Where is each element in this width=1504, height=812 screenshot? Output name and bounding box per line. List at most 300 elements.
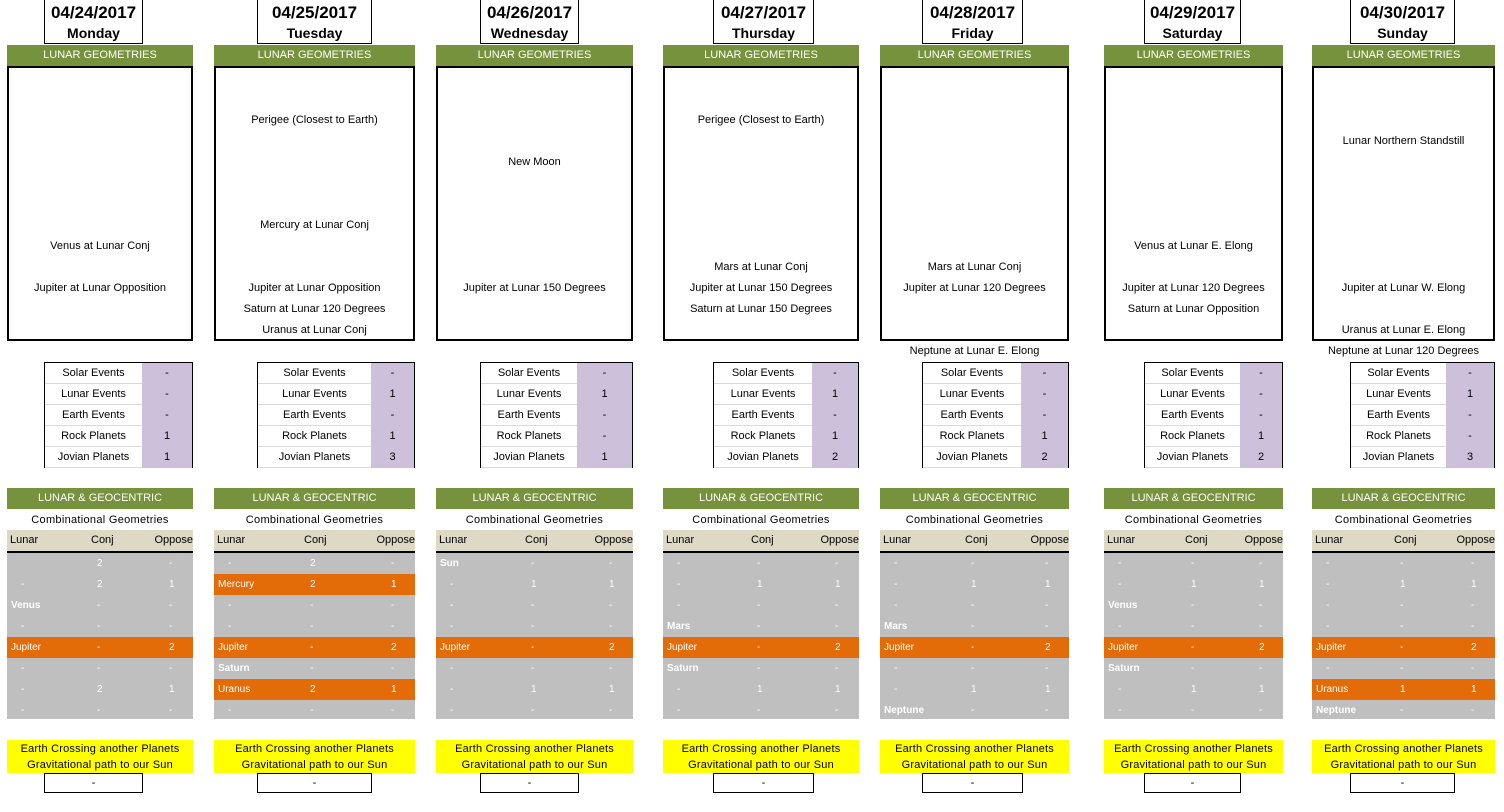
lunar-event: Jupiter at Lunar W. Elong <box>1341 282 1466 294</box>
event-count-row <box>45 447 192 468</box>
event-count-row <box>1351 405 1494 426</box>
combinational-row <box>436 637 633 658</box>
event-count-label: Rock Planets <box>714 426 812 447</box>
combinational-row <box>1104 574 1283 595</box>
lunar-event: Perigee (Closest to Earth) <box>697 114 825 126</box>
event-count-row <box>481 384 632 405</box>
combinational-row <box>7 553 193 574</box>
date-label: 04/24/2017 <box>50 3 137 22</box>
event-count-row <box>1145 405 1282 426</box>
combinational-row <box>663 595 859 616</box>
combinational-row <box>7 700 193 721</box>
conj-value: - <box>531 642 535 653</box>
oppose-value: 1 <box>169 579 175 590</box>
lunar-event: Uranus at Lunar E. Elong <box>1341 324 1466 336</box>
event-count-value: - <box>1021 384 1068 405</box>
weekday-label: Sunday <box>1377 25 1428 41</box>
event-count-row <box>481 363 632 384</box>
oppose-value: - <box>835 705 839 716</box>
date-label: 04/30/2017 <box>1359 3 1446 22</box>
planet-name: Jupiter <box>1108 642 1139 653</box>
earth-crossing-line1: Earth Crossing another Planets <box>235 743 394 755</box>
planet-name: - <box>894 663 898 674</box>
lunar-geometries-header: LUNAR GEOMETRIES <box>663 45 859 66</box>
event-count-label: Rock Planets <box>481 426 577 447</box>
combinational-row <box>1312 616 1495 637</box>
earth-crossing-box <box>880 740 1069 773</box>
event-count-table <box>1350 362 1495 468</box>
combinational-grid <box>1104 553 1283 719</box>
planet-name: - <box>1118 558 1122 569</box>
col-lunar-header: Lunar <box>439 534 468 546</box>
event-count-label: Earth Events <box>714 405 812 426</box>
event-count-value: 1 <box>577 447 632 468</box>
event-count-label: Lunar Events <box>258 384 371 405</box>
combinational-row <box>214 616 415 637</box>
combinational-row <box>1312 574 1495 595</box>
event-count-row <box>1145 447 1282 468</box>
conj-value: - <box>757 621 761 632</box>
planet-name: - <box>450 600 454 611</box>
planet-name: - <box>894 579 898 590</box>
conj-value: - <box>531 705 535 716</box>
conj-value: - <box>757 663 761 674</box>
oppose-value: 2 <box>609 642 615 653</box>
date-header <box>480 0 579 44</box>
planet-name: Jupiter <box>218 642 249 653</box>
event-count-value: 3 <box>1446 447 1494 468</box>
conj-value: - <box>531 663 535 674</box>
event-count-row <box>45 405 192 426</box>
combinational-row <box>7 637 193 658</box>
date-label: 04/25/2017 <box>271 3 358 22</box>
event-count-row <box>714 363 858 384</box>
event-count-row <box>1351 426 1494 447</box>
conj-value: - <box>310 600 314 611</box>
conj-value: - <box>1191 621 1195 632</box>
event-count-label: Lunar Events <box>1351 384 1446 405</box>
lunar-event: Neptune at Lunar 120 Degrees <box>1327 345 1480 357</box>
oppose-value: - <box>1045 663 1049 674</box>
conj-value: - <box>971 642 975 653</box>
conj-value: 2 <box>97 579 103 590</box>
oppose-value: - <box>1259 600 1263 611</box>
event-count-table <box>44 362 193 468</box>
planet-name: Jupiter <box>11 642 42 653</box>
earth-crossing-line2: Gravitational path to our Sun <box>461 759 608 771</box>
event-count-label: Rock Planets <box>1145 426 1240 447</box>
combinational-row <box>1104 700 1283 721</box>
conj-value: - <box>1400 705 1404 716</box>
event-count-label: Jovian Planets <box>923 447 1021 468</box>
lunar-geometries-header: LUNAR GEOMETRIES <box>880 45 1069 66</box>
combinational-row <box>1104 679 1283 700</box>
planet-name: Sun <box>440 558 459 569</box>
planet-name: - <box>677 705 681 716</box>
combinational-row <box>663 616 859 637</box>
oppose-value: - <box>1471 600 1475 611</box>
event-count-label: Solar Events <box>923 363 1021 384</box>
oppose-value: - <box>609 558 613 569</box>
combinational-row <box>436 595 633 616</box>
oppose-value: 1 <box>1471 684 1477 695</box>
oppose-value: 1 <box>391 684 397 695</box>
combinational-geometries-label: Combinational Geometries <box>31 514 169 526</box>
event-count-value: - <box>371 405 414 426</box>
conj-value: 1 <box>757 684 763 695</box>
conj-value: - <box>971 705 975 716</box>
earth-crossing-box <box>436 740 633 773</box>
lunar-event: Perigee (Closest to Earth) <box>251 114 378 126</box>
lunar-event: Jupiter at Lunar 120 Degrees <box>1122 282 1265 294</box>
oppose-value: 1 <box>169 684 175 695</box>
planet-name: - <box>228 600 232 611</box>
col-conj-header: Conj <box>965 534 988 546</box>
planet-name: - <box>228 705 232 716</box>
planet-name: - <box>677 600 681 611</box>
oppose-value: - <box>609 600 613 611</box>
earth-crossing-line1: Earth Crossing another Planets <box>681 743 841 755</box>
planet-name: Neptune <box>1316 705 1356 716</box>
planet-name: Saturn <box>667 663 699 674</box>
combinational-row <box>663 574 859 595</box>
weekday-label: Saturday <box>1162 25 1223 41</box>
date-header <box>1144 0 1241 44</box>
combinational-row <box>1312 595 1495 616</box>
lunar-event: Venus at Lunar Conj <box>50 240 150 252</box>
earth-crossing-box <box>663 740 859 773</box>
oppose-value: 1 <box>835 684 841 695</box>
combinational-row <box>1312 553 1495 574</box>
conj-value: - <box>97 663 101 674</box>
combinational-geometries-label: Combinational Geometries <box>1334 514 1473 526</box>
date-label: 04/27/2017 <box>720 3 807 22</box>
oppose-value: 2 <box>1259 642 1265 653</box>
planet-name: - <box>450 663 454 674</box>
lunar-geocentric-header: LUNAR & GEOCENTRIC <box>663 488 859 509</box>
event-count-label: Solar Events <box>714 363 812 384</box>
event-count-value: - <box>142 363 192 384</box>
lunar-event: Jupiter at Lunar 150 Degrees <box>689 282 833 294</box>
lunar-event: Saturn at Lunar 120 Degrees <box>243 303 386 315</box>
earth-crossing-box <box>1312 740 1495 773</box>
combinational-geometries-label: Combinational Geometries <box>1124 514 1263 526</box>
event-count-label: Jovian Planets <box>714 447 812 468</box>
earth-crossing-box <box>214 740 415 773</box>
col-oppose-header: Oppose <box>1030 534 1069 546</box>
planet-name: - <box>450 579 454 590</box>
oppose-value: 1 <box>835 579 841 590</box>
event-count-row <box>1145 426 1282 447</box>
date-label: 04/29/2017 <box>1149 3 1236 22</box>
event-count-label: Jovian Planets <box>45 447 142 468</box>
col-oppose-header: Oppose <box>820 534 859 546</box>
oppose-value: - <box>1259 621 1263 632</box>
event-count-label: Earth Events <box>923 405 1021 426</box>
lunar-events-box <box>1312 66 1495 357</box>
earth-crossing-line2: Gravitational path to our Sun <box>688 759 834 771</box>
col-lunar-header: Lunar <box>1107 534 1136 546</box>
event-count-label: Solar Events <box>258 363 371 384</box>
combinational-row <box>214 595 415 616</box>
planet-name: - <box>1118 684 1122 695</box>
combinational-row <box>663 637 859 658</box>
oppose-value: 1 <box>1471 579 1477 590</box>
conj-value: - <box>310 663 314 674</box>
event-count-row <box>714 447 858 468</box>
conj-value: 1 <box>971 684 977 695</box>
combinational-grid-header <box>663 530 859 553</box>
planet-name: Jupiter <box>1316 642 1347 653</box>
date-header <box>713 0 814 44</box>
planet-name: Mars <box>667 621 691 632</box>
event-count-label: Earth Events <box>1145 405 1240 426</box>
oppose-value: - <box>609 663 613 674</box>
lunar-geocentric-header: LUNAR & GEOCENTRIC <box>1312 488 1495 509</box>
planet-name: - <box>1118 579 1122 590</box>
conj-value: 2 <box>97 684 103 695</box>
lunar-event: Venus at Lunar E. Elong <box>1134 240 1253 252</box>
oppose-value: - <box>1471 705 1475 716</box>
earth-crossing-line1: Earth Crossing another Planets <box>1324 743 1483 755</box>
event-count-value: 1 <box>142 447 192 468</box>
event-count-value: - <box>371 363 414 384</box>
event-count-label: Rock Planets <box>923 426 1021 447</box>
conj-value: - <box>1191 600 1195 611</box>
lunar-geometries-header: LUNAR GEOMETRIES <box>1104 45 1283 66</box>
event-count-row <box>923 447 1068 468</box>
lunar-geometries-header: LUNAR GEOMETRIES <box>1312 45 1495 66</box>
earth-crossing-value: - <box>713 773 814 793</box>
col-oppose-header: Oppose <box>1456 534 1495 546</box>
planet-name: - <box>1326 600 1330 611</box>
earth-crossing-value: - <box>44 773 143 793</box>
combinational-grid-header <box>880 530 1069 553</box>
event-count-label: Jovian Planets <box>1145 447 1240 468</box>
oppose-value: 1 <box>1259 684 1265 695</box>
earth-crossing-value: - <box>257 773 372 793</box>
combinational-row <box>7 574 193 595</box>
event-count-row <box>1351 447 1494 468</box>
oppose-value: - <box>169 705 173 716</box>
date-header <box>44 0 143 44</box>
lunar-event: Jupiter at Lunar Opposition <box>248 282 381 294</box>
event-count-label: Solar Events <box>45 363 142 384</box>
combinational-row <box>436 658 633 679</box>
planet-name: Saturn <box>1108 663 1140 674</box>
lunar-geocentric-header: LUNAR & GEOCENTRIC <box>214 488 415 509</box>
conj-value: 2 <box>310 558 316 569</box>
combinational-grid <box>663 553 859 719</box>
planet-name: Jupiter <box>440 642 471 653</box>
weekday-label: Thursday <box>731 25 795 41</box>
event-count-label: Lunar Events <box>1145 384 1240 405</box>
combinational-row <box>1104 658 1283 679</box>
event-count-value: 1 <box>812 384 858 405</box>
combinational-row <box>436 679 633 700</box>
event-count-label: Earth Events <box>481 405 577 426</box>
col-conj-header: Conj <box>1394 534 1417 546</box>
earth-crossing-line2: Gravitational path to our Sun <box>27 759 173 771</box>
oppose-value: - <box>169 663 173 674</box>
earth-crossing-line2: Gravitational path to our Sun <box>1330 759 1477 771</box>
combinational-grid <box>7 553 193 719</box>
oppose-value: - <box>835 663 839 674</box>
lunar-event: Saturn at Lunar 150 Degrees <box>690 303 832 315</box>
oppose-value: 1 <box>609 579 615 590</box>
combinational-row <box>880 574 1069 595</box>
conj-value: 2 <box>310 579 316 590</box>
planet-name: Jupiter <box>667 642 698 653</box>
planet-name: - <box>228 558 232 569</box>
event-count-table <box>713 362 859 468</box>
oppose-value: 1 <box>391 579 397 590</box>
planet-name: - <box>894 558 898 569</box>
earth-crossing-line2: Gravitational path to our Sun <box>241 759 388 771</box>
earth-crossing-line1: Earth Crossing another Planets <box>1114 743 1273 755</box>
combinational-row <box>7 658 193 679</box>
event-count-value: - <box>1240 405 1282 426</box>
combinational-row <box>663 553 859 574</box>
conj-value: - <box>1191 705 1195 716</box>
event-count-value: - <box>1240 384 1282 405</box>
earth-crossing-box <box>7 740 193 773</box>
combinational-row <box>663 658 859 679</box>
combinational-row <box>436 700 633 721</box>
earth-crossing-value: - <box>1350 773 1455 793</box>
event-count-value: - <box>1021 405 1068 426</box>
combinational-row <box>1104 595 1283 616</box>
col-conj-header: Conj <box>751 534 774 546</box>
event-count-value: 1 <box>1240 426 1282 447</box>
combinational-grid <box>880 553 1069 719</box>
planet-name: Saturn <box>218 663 250 674</box>
lunar-event: Jupiter at Lunar Opposition <box>33 282 167 294</box>
oppose-value: - <box>1259 705 1263 716</box>
event-count-row <box>1145 363 1282 384</box>
lunar-events-box <box>7 66 193 341</box>
event-count-row <box>1351 384 1494 405</box>
combinational-row <box>7 595 193 616</box>
planet-name: - <box>21 579 25 590</box>
event-count-value: 1 <box>577 384 632 405</box>
lunar-event: Mercury at Lunar Conj <box>260 219 369 231</box>
combinational-row <box>1104 553 1283 574</box>
oppose-value: - <box>391 621 395 632</box>
planet-name: - <box>677 579 681 590</box>
oppose-value: - <box>1471 621 1475 632</box>
planet-name: - <box>21 705 25 716</box>
oppose-value: - <box>1045 621 1049 632</box>
event-count-row <box>45 384 192 405</box>
conj-value: - <box>97 705 101 716</box>
event-count-label: Earth Events <box>258 405 371 426</box>
conj-value: - <box>1191 663 1195 674</box>
event-count-value: - <box>1240 363 1282 384</box>
combinational-grid <box>1312 553 1495 719</box>
combinational-row <box>214 700 415 721</box>
planet-name: Venus <box>11 600 41 611</box>
combinational-row <box>436 574 633 595</box>
oppose-value: 1 <box>609 684 615 695</box>
combinational-row <box>880 679 1069 700</box>
weekday-label: Friday <box>951 25 994 41</box>
planet-name: Jupiter <box>884 642 915 653</box>
combinational-row <box>7 679 193 700</box>
event-count-value: 2 <box>1240 447 1282 468</box>
conj-value: - <box>1191 558 1195 569</box>
planet-name: - <box>228 621 232 632</box>
event-count-label: Solar Events <box>1351 363 1446 384</box>
oppose-value: 2 <box>835 642 841 653</box>
col-oppose-header: Oppose <box>376 534 415 546</box>
oppose-value: 2 <box>1471 642 1477 653</box>
event-count-row <box>714 426 858 447</box>
combinational-row <box>663 679 859 700</box>
planet-name: - <box>1326 579 1330 590</box>
planet-name: - <box>1118 621 1122 632</box>
col-lunar-header: Lunar <box>883 534 912 546</box>
weekday-label: Tuesday <box>286 25 343 41</box>
date-header <box>1350 0 1455 44</box>
event-count-label: Solar Events <box>481 363 577 384</box>
combinational-row <box>880 616 1069 637</box>
combinational-row <box>1312 679 1495 700</box>
conj-value: - <box>971 663 975 674</box>
oppose-value: 2 <box>169 642 175 653</box>
lunar-events-box <box>214 66 415 341</box>
event-count-label: Jovian Planets <box>1351 447 1446 468</box>
event-count-value: - <box>812 363 858 384</box>
event-count-value: - <box>1446 363 1494 384</box>
oppose-value: - <box>835 558 839 569</box>
planet-name: - <box>677 684 681 695</box>
event-count-label: Solar Events <box>1145 363 1240 384</box>
planet-name: Venus <box>1108 600 1138 611</box>
lunar-events-box <box>880 66 1069 357</box>
conj-value: - <box>97 621 101 632</box>
event-count-value: - <box>577 363 632 384</box>
planet-name: - <box>21 684 25 695</box>
conj-value: 1 <box>757 579 763 590</box>
lunar-event: New Moon <box>508 156 561 168</box>
conj-value: 1 <box>1400 579 1406 590</box>
weekday-label: Monday <box>67 25 120 41</box>
conj-value: 2 <box>310 684 316 695</box>
lunar-event: Jupiter at Lunar 120 Degrees <box>903 282 1046 294</box>
combinational-grid-header <box>1104 530 1283 553</box>
event-count-row <box>1145 384 1282 405</box>
conj-value: - <box>310 642 314 653</box>
event-count-label: Rock Planets <box>1351 426 1446 447</box>
planet-name: - <box>1326 621 1330 632</box>
event-count-value: - <box>577 405 632 426</box>
combinational-grid-header <box>214 530 415 553</box>
oppose-value: 1 <box>1045 579 1051 590</box>
combinational-row <box>214 637 415 658</box>
lunar-geometries-header: LUNAR GEOMETRIES <box>436 45 633 66</box>
conj-value: 1 <box>971 579 977 590</box>
event-count-table <box>480 362 633 468</box>
event-count-value: 2 <box>812 447 858 468</box>
lunar-event: Uranus at Lunar Conj <box>262 324 367 336</box>
event-count-row <box>481 447 632 468</box>
combinational-row <box>663 700 859 721</box>
oppose-value: - <box>169 558 173 569</box>
lunar-event: Mars at Lunar Conj <box>927 261 1022 273</box>
oppose-value: - <box>169 621 173 632</box>
oppose-value: - <box>1471 558 1475 569</box>
